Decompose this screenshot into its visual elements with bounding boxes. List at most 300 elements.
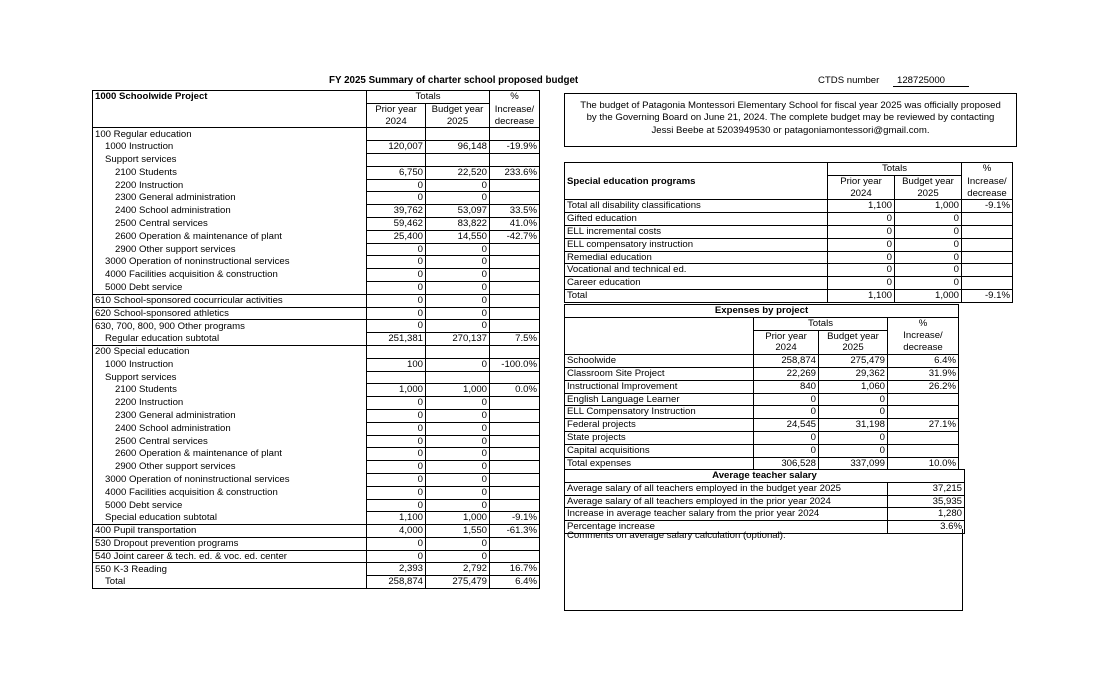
prior-value: 0 [367,486,426,499]
row-label: 540 Joint career & tech. ed. & voc. ed. center [93,550,367,563]
budget-value: 1,550 [426,525,490,538]
pct-value [490,192,540,205]
prior-value: 22,269 [754,367,819,380]
prior-value: 0 [367,256,426,269]
prior-value: 0 [828,251,895,264]
pct-value [490,448,540,461]
sped-title: Special education programs [567,175,696,187]
pct-value: -100.0% [490,358,540,371]
pct-value: 6.4% [888,355,959,368]
row-label: Regular education subtotal [105,332,220,344]
prior-value: 1,100 [367,512,426,525]
prior-value: 24,545 [754,419,819,432]
prior-value: 0 [754,393,819,406]
expenses-prior-label: Prior year [754,330,819,342]
pct-value [490,371,540,384]
pct-value [962,225,1013,238]
row-label: 2900 Other support services [115,461,236,473]
table-row [93,205,540,218]
row-label: 2300 General administration [115,409,236,421]
row-label: 1000 Instruction [105,358,174,370]
row-label: Percentage increase [565,521,888,534]
table-row [565,213,1013,226]
prior-value: 0 [367,243,426,256]
budget-value: 0 [819,444,888,457]
budget-value: 83,822 [426,217,490,230]
table-row [93,192,540,205]
pct-value [962,277,1013,290]
pct-header: % [490,91,540,104]
row-label: Classroom Site Project [565,367,754,380]
pct-value: 27.1% [888,419,959,432]
table-row [565,238,1013,251]
row-label: 630, 700, 800, 900 Other programs [93,320,367,333]
budget-notice [564,93,1017,147]
table-row [565,277,1013,290]
row-label: Total all disability classifications [565,200,828,213]
row-label: Special education subtotal [105,512,218,524]
table-row [93,243,540,256]
table-row [93,294,540,307]
prior-value: 0 [367,499,426,512]
salary-title: Average teacher salary [565,470,965,483]
budget-value: 0 [426,422,490,435]
prior-value: 0 [367,422,426,435]
expenses-by-project-table [564,304,959,470]
prior-value [367,345,426,358]
row-label: State projects [565,431,754,444]
expenses-totals-header: Totals [754,317,888,330]
table-row [565,419,959,432]
row-label: 2500 Central services [115,217,208,229]
prior-value: 1,100 [828,200,895,213]
pct-value: -9.1% [962,289,1013,302]
budget-value: 53,097 [426,205,490,218]
table-row [93,166,540,179]
prior-value: 120,007 [367,141,426,154]
prior-value: 0 [367,281,426,294]
prior-value: 39,762 [367,205,426,218]
pct-value [490,499,540,512]
notice-line-2: by the Governing Board on June 21, 2024. The complete budget may be reviewed by contacting [586,112,995,124]
pct-value [490,422,540,435]
table-row [565,251,1013,264]
table-row [565,495,965,508]
row-label: ELL Compensatory Instruction [565,406,754,419]
prior-value: 1,100 [828,289,895,302]
table-row [93,217,540,230]
pct-value: -42.7% [490,230,540,243]
pct-value [490,409,540,422]
expenses-budget-label: Budget year [819,330,888,342]
budget-label: Budget year [426,103,490,115]
table-row [93,435,540,448]
pct-value [490,537,540,550]
salary-value: 37,215 [888,482,965,495]
pct-value: 26.2% [888,380,959,393]
row-label: 620 School-sponsored athletics [93,307,367,320]
row-label: 400 Pupil transportation [93,525,367,538]
budget-value: 0 [426,256,490,269]
row-label: 2100 Students [115,166,177,178]
row-label: 530 Dropout prevention programs [93,537,367,550]
row-label: Total [565,289,828,302]
prior-value: 251,381 [367,333,426,346]
table-row [93,525,540,538]
row-label: 2200 Instruction [115,179,184,191]
prior-value: 0 [754,444,819,457]
table-row [93,448,540,461]
table-row [93,409,540,422]
prior-value: 258,874 [367,576,426,589]
prior-value: 0 [367,397,426,410]
prior-value: 0 [367,269,426,282]
budget-value: 0 [426,473,490,486]
sped-budget-label: Budget year [895,175,962,187]
salary-value: 1,280 [888,508,965,521]
table-row [565,355,959,368]
row-label: Total expenses [565,457,754,470]
table-row [93,576,540,589]
table-row [93,256,540,269]
prior-value: 4,000 [367,525,426,538]
budget-value: 29,362 [819,367,888,380]
expenses-decrease-label: decrease [888,342,959,354]
row-label: Average salary of all teachers employed in the prior year 2024 [565,495,888,508]
budget-value: 275,479 [819,355,888,368]
row-label: 2900 Other support services [115,243,236,255]
budget-value: 1,060 [819,380,888,393]
table-row [93,307,540,320]
salary-comments-box [564,529,963,611]
row-label: 2300 General administration [115,192,236,204]
budget-value: 0 [426,461,490,474]
table-row [93,179,540,192]
sped-pct-header: % [962,163,1013,176]
row-label: English Language Learner [565,393,754,406]
table-row [565,289,1013,302]
pct-value [490,320,540,333]
sped-increase-label: Increase/ [962,175,1013,187]
prior-value: 0 [828,225,895,238]
budget-value: 337,099 [819,457,888,470]
budget-value: 0 [426,179,490,192]
table-row [565,367,959,380]
pct-value [490,345,540,358]
table-row [93,128,540,141]
pct-value [490,179,540,192]
table-row [565,457,959,470]
pct-value: 16.7% [490,563,540,576]
salary-comments-label: Comments on average salary calculation (optional): [567,530,786,541]
decrease-label: decrease [490,116,540,128]
pct-value: 0.0% [490,384,540,397]
row-label: Career education [565,277,828,290]
row-label: Average salary of all teachers employed in the budget year 2025 [565,482,888,495]
budget-value: 14,550 [426,230,490,243]
expenses-title: Expenses by project [565,305,959,318]
row-label: 5000 Debt service [105,281,183,293]
table-row [565,444,959,457]
prior-value [367,128,426,141]
budget-value: 0 [426,320,490,333]
table-row [93,141,540,154]
budget-value: 0 [819,431,888,444]
prior-value: 59,462 [367,217,426,230]
salary-value: 35,935 [888,495,965,508]
row-label: 5000 Debt service [105,499,183,511]
budget-value: 0 [819,406,888,419]
row-label: ELL incremental costs [565,225,828,238]
pct-value: 10.0% [888,457,959,470]
row-label: 4000 Facilities acquisition & construction [105,269,278,281]
table-row [565,264,1013,277]
table-row [93,371,540,384]
prior-value: 0 [367,537,426,550]
prior-value: 0 [754,431,819,444]
prior-value: 2,393 [367,563,426,576]
pct-value [888,406,959,419]
budget-value: 0 [426,294,490,307]
pct-value: -19.9% [490,141,540,154]
budget-value: 0 [895,225,962,238]
table-row [565,225,1013,238]
prior-value: 0 [367,179,426,192]
pct-value: 31.9% [888,367,959,380]
prior-value: 0 [367,307,426,320]
table-row [93,230,540,243]
budget-value: 0 [426,486,490,499]
table-row [93,320,540,333]
budget-value [426,371,490,384]
prior-value: 100 [367,358,426,371]
notice-line-3: Jessi Beebe at 5203949530 or patagoniamontessori@gmail.com. [651,124,930,136]
table-row [93,333,540,346]
row-label: 610 School-sponsored cocurricular activities [93,294,367,307]
row-label: 2400 School administration [115,422,231,434]
pct-value: -9.1% [962,200,1013,213]
row-label: 3000 Operation of noninstructional services [105,473,290,485]
row-label: Total [105,576,126,588]
sped-decrease-label: decrease [962,188,1013,200]
prior-value: 0 [367,294,426,307]
pct-value [490,435,540,448]
budget-value: 22,520 [426,166,490,179]
pct-value: -9.1% [490,512,540,525]
budget-value: 0 [426,358,490,371]
budget-value: 1,000 [426,384,490,397]
sped-totals-header: Totals [828,163,962,176]
expenses-increase-label: Increase/ [888,330,959,342]
budget-value: 0 [895,238,962,251]
budget-value: 270,137 [426,333,490,346]
salary-value: 3.6% [888,521,965,534]
table-row [565,380,959,393]
row-label: Gifted education [565,213,828,226]
table-row [93,537,540,550]
budget-value: 0 [426,499,490,512]
pct-value [962,264,1013,277]
prior-value: 258,874 [754,355,819,368]
pct-value: 7.5% [490,333,540,346]
pct-value [962,251,1013,264]
sped-prior-label: Prior year [828,175,895,187]
budget-value: 0 [426,243,490,256]
budget-value: 0 [426,409,490,422]
prior-value: 0 [828,213,895,226]
budget-value: 0 [426,192,490,205]
prior-label: Prior year [367,103,426,115]
expenses-prior-year: 2024 [754,342,819,354]
pct-value: 6.4% [490,576,540,589]
budget-year: 2025 [426,116,490,128]
table-row [565,406,959,419]
row-label: Capital acquisitions [565,444,754,457]
table-row [93,550,540,563]
prior-value: 0 [367,550,426,563]
pct-value: 233.6% [490,166,540,179]
budget-value: 0 [895,264,962,277]
table-row [565,200,1013,213]
prior-value: 0 [367,409,426,422]
section-label: 1000 Schoolwide Project [95,91,208,103]
table-row [565,393,959,406]
table-row [565,431,959,444]
pct-value [490,269,540,282]
special-education-table [564,162,1013,303]
pct-value: 41.0% [490,217,540,230]
table-row [565,482,965,495]
prior-value: 0 [367,192,426,205]
pct-value [490,473,540,486]
pct-value [490,256,540,269]
table-row [93,499,540,512]
table-row [93,461,540,474]
row-label: Vocational and technical ed. [565,264,828,277]
table-row [93,422,540,435]
row-label: 2100 Students [115,384,177,396]
table-row [93,345,540,358]
table-row [93,486,540,499]
row-label: 3000 Operation of noninstructional services [105,256,290,268]
table-row [93,384,540,397]
budget-value: 2,792 [426,563,490,576]
pct-value: -61.3% [490,525,540,538]
budget-value: 0 [895,251,962,264]
row-label: Increase in average teacher salary from the prior year 2024 [565,508,888,521]
budget-value: 0 [895,277,962,290]
pct-value [490,397,540,410]
budget-value [426,153,490,166]
budget-value: 1,000 [426,512,490,525]
prior-value [367,371,426,384]
prior-value: 0 [367,461,426,474]
prior-value: 0 [828,264,895,277]
budget-value: 0 [426,307,490,320]
row-label: 2500 Central services [115,435,208,447]
pct-value [490,281,540,294]
sped-prior-year: 2024 [828,188,895,200]
budget-value: 0 [426,397,490,410]
pct-value [888,431,959,444]
pct-value [490,550,540,563]
pct-value [490,153,540,166]
budget-value: 0 [426,269,490,282]
expenses-pct-header: % [888,317,959,330]
pct-value [490,486,540,499]
table-row [93,281,540,294]
row-label: 2200 Instruction [115,397,184,409]
row-label: 550 K-3 Reading [93,563,367,576]
pct-value [888,444,959,457]
row-label: ELL compensatory instruction [565,238,828,251]
row-label: Support services [105,153,177,165]
prior-value: 0 [828,238,895,251]
pct-value [962,238,1013,251]
row-label: 2400 School administration [115,205,231,217]
prior-value: 0 [367,435,426,448]
prior-value: 840 [754,380,819,393]
prior-value: 0 [367,320,426,333]
budget-value: 0 [895,213,962,226]
prior-value: 306,528 [754,457,819,470]
budget-value: 96,148 [426,141,490,154]
expenses-budget-year: 2025 [819,342,888,354]
ctds-value: 128725000 [893,75,969,87]
table-row [93,397,540,410]
table-row [565,508,965,521]
budget-value: 0 [426,281,490,294]
ctds-label: CTDS number [818,75,880,86]
increase-label: Increase/ [490,103,540,115]
row-label: 2600 Operation & maintenance of plant [115,448,282,460]
prior-value [367,153,426,166]
row-label: Schoolwide [565,355,754,368]
pct-value [490,461,540,474]
pct-value [490,294,540,307]
average-teacher-salary-table [564,469,965,534]
notice-line-1: The budget of Patagonia Montessori Elementary School for fiscal year 2025 was officially proposed [580,100,1001,111]
page-title: FY 2025 Summary of charter school proposed budget [329,75,579,86]
row-label: 100 Regular education [93,128,367,141]
table-row [93,269,540,282]
row-label: Remedial education [565,251,828,264]
row-label: Federal projects [565,419,754,432]
table-row [93,153,540,166]
budget-value: 0 [426,448,490,461]
pct-value [962,213,1013,226]
table-row [93,358,540,371]
budget-value [426,128,490,141]
pct-value [490,307,540,320]
row-label: 2600 Operation & maintenance of plant [115,230,282,242]
prior-value: 0 [754,406,819,419]
prior-value: 0 [828,277,895,290]
row-label: 1000 Instruction [105,141,174,153]
budget-value [426,345,490,358]
prior-value: 1,000 [367,384,426,397]
budget-value: 0 [426,435,490,448]
prior-value: 25,400 [367,230,426,243]
schoolwide-budget-table [92,90,540,589]
totals-header: Totals [367,91,490,104]
prior-value: 0 [367,473,426,486]
table-row [93,563,540,576]
table-row [93,473,540,486]
prior-year: 2024 [367,116,426,128]
budget-value: 1,000 [895,289,962,302]
budget-value: 275,479 [426,576,490,589]
